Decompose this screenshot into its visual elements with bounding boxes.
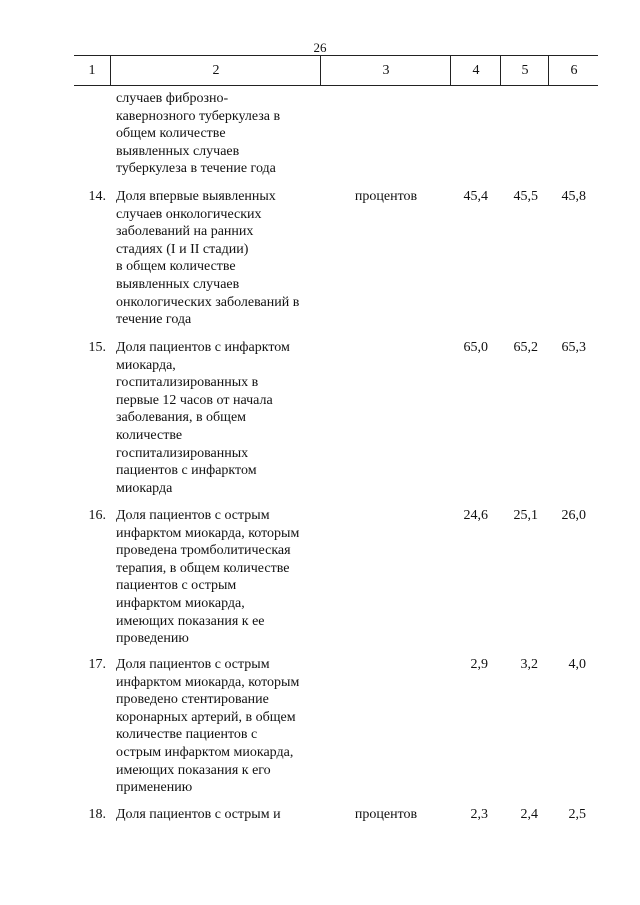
- value-col-6: 2,5: [568, 807, 586, 822]
- name-line: пациентов с острым: [116, 578, 237, 594]
- header-col-2: 2: [110, 56, 321, 85]
- name-line: пациентов с инфарктом: [116, 463, 257, 479]
- name-line: заболеваний на ранних: [116, 224, 254, 240]
- name-line: количестве пациентов с: [116, 727, 258, 743]
- name-line: общем количестве: [116, 126, 226, 142]
- name-line: заболевания, в общем: [116, 410, 247, 426]
- value-col-4: 45,4: [463, 189, 488, 204]
- name-line: проведена тромболитическая: [116, 543, 291, 559]
- header-col-4: 4: [450, 56, 501, 85]
- value-col-6: 26,0: [561, 508, 586, 523]
- name-line: госпитализированных: [116, 445, 249, 461]
- header-col-1: 1: [88, 63, 96, 78]
- name-line: миокарда,: [116, 357, 176, 373]
- value-col-5: 3,2: [520, 657, 538, 672]
- indicator-name: [116, 90, 321, 178]
- name-line: миокарда: [116, 480, 173, 496]
- name-line: выявленных случаев: [116, 276, 240, 292]
- name-line: количестве: [116, 427, 183, 443]
- value-col-6: 4,0: [568, 657, 586, 672]
- value-col-4: 2,9: [470, 657, 488, 672]
- value-col-6: 45,8: [561, 189, 586, 204]
- name-line: терапия, в общем количестве: [116, 560, 290, 576]
- row-number: 16.: [88, 508, 106, 523]
- indicator-name: [116, 507, 321, 648]
- indicator-name: [116, 339, 321, 497]
- name-line: первые 12 часов от начала: [116, 392, 273, 408]
- row-number: 17.: [88, 657, 106, 672]
- value-col-5: 65,2: [513, 340, 538, 355]
- name-line: стадиях (I и II стадии): [116, 241, 249, 257]
- name-line: выявленных случаев: [116, 143, 240, 159]
- indicator-name: [116, 656, 321, 797]
- row-number: 15.: [88, 340, 106, 355]
- row-number: 18.: [88, 807, 106, 822]
- header-col-6: 6: [548, 56, 599, 85]
- name-line: имеющих показания к ее: [116, 613, 265, 629]
- name-line: проведению: [116, 631, 189, 647]
- value-col-5: 2,4: [520, 807, 538, 822]
- value-col-4: 24,6: [463, 508, 488, 523]
- name-line: онкологических заболеваний в: [116, 294, 300, 310]
- name-line: Доля впервые выявленных: [116, 189, 276, 204]
- header-col-5: 5: [500, 56, 549, 85]
- header-col-3: 3: [320, 56, 451, 85]
- unit: процентов: [354, 807, 418, 822]
- value-col-5: 25,1: [513, 508, 538, 523]
- name-line: Доля пациентов с острым: [116, 657, 270, 672]
- name-line: Доля пациентов с острым: [116, 508, 270, 523]
- name-line: проведено стентирование: [116, 692, 269, 708]
- page-number: 26: [313, 40, 327, 55]
- name-line: Доля пациентов с острым и: [116, 807, 281, 822]
- name-line: кавернозного туберкулеза в: [116, 108, 281, 124]
- name-line: госпитализированных в: [116, 375, 259, 391]
- table-header: [74, 55, 598, 86]
- row-number: 14.: [88, 189, 106, 204]
- value-col-5: 45,5: [513, 189, 538, 204]
- name-line: случаев онкологических: [116, 206, 262, 222]
- value-col-4: 65,0: [463, 340, 488, 355]
- value-col-4: 2,3: [470, 807, 488, 822]
- name-line: инфарктом миокарда,: [116, 595, 245, 611]
- name-line: случаев фиброзно-: [116, 91, 229, 106]
- name-line: инфарктом миокарда, которым: [116, 674, 300, 690]
- name-line: применению: [116, 780, 193, 796]
- name-line: острым инфарктом миокарда,: [116, 744, 294, 760]
- name-line: инфарктом миокарда, которым: [116, 525, 300, 541]
- name-line: течение года: [116, 312, 192, 328]
- value-col-6: 65,3: [561, 340, 586, 355]
- indicator-name: [116, 188, 321, 329]
- indicator-name: [116, 806, 321, 824]
- name-line: Доля пациентов с инфарктом: [116, 340, 290, 355]
- name-line: имеющих показания к его: [116, 762, 271, 778]
- name-line: в общем количестве: [116, 259, 236, 275]
- name-line: туберкулеза в течение года: [116, 161, 276, 177]
- name-line: коронарных артерий, в общем: [116, 709, 296, 725]
- unit: процентов: [354, 189, 418, 204]
